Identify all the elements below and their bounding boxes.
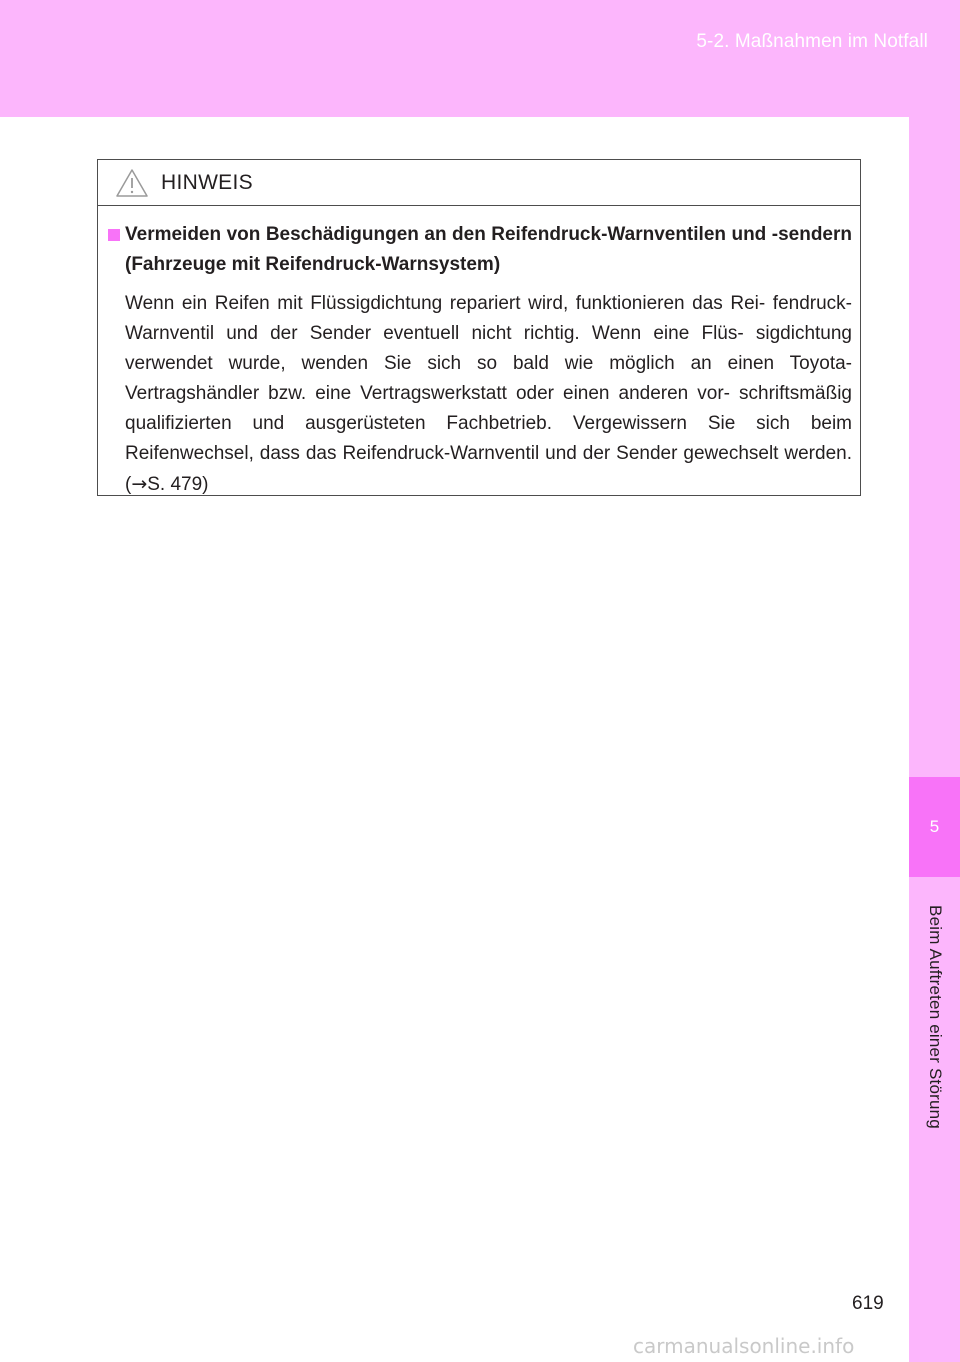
notice-box bbox=[97, 159, 861, 496]
page-number: 619 bbox=[852, 1293, 884, 1314]
page-reference: S. 479) bbox=[147, 474, 209, 495]
reference-arrow: → bbox=[131, 473, 148, 495]
notice-body-text: Wenn ein Reifen mit Flüssigdichtung repariert wird, funktionieren das Rei- fendruck-Warnventil und der Sender eventuell nicht richtig. Wenn eine Flüs- sigdichtung verwendet wurde, wenden Sie sich so bald wie möglich an einen Toyota-Vertragshändler bzw. eine Vertragswerkstatt oder einen anderen vor- schriftsmäßig qualifizierten und ausgerüsteten Fachbetrieb. Vergewissern Sie sich beim Reifenwechsel, dass das Reifendruck-Warnventil und der Sender gewechselt werden. ( bbox=[125, 293, 852, 495]
chapter-label: Beim Auftreten einer Störung bbox=[925, 905, 945, 1129]
notice-paragraph bbox=[108, 289, 852, 500]
section-title: 5-2. Maßnahmen im Notfall bbox=[696, 31, 928, 52]
notice-subheading-block bbox=[108, 220, 852, 280]
page-header bbox=[0, 0, 960, 117]
square-bullet-icon bbox=[108, 229, 120, 241]
notice-body bbox=[98, 206, 860, 500]
notice-title: HINWEIS bbox=[161, 170, 253, 194]
notice-subheading: Vermeiden von Beschädigungen an den Reifendruck-Warnventilen und -sendern (Fahrzeuge mit Reifendruck-Warnsystem) bbox=[125, 224, 852, 275]
chapter-side-tab bbox=[909, 117, 960, 1362]
notice-header bbox=[98, 160, 860, 206]
chapter-number: 5 bbox=[909, 777, 960, 877]
chapter-label-container bbox=[909, 882, 960, 1152]
watermark: carmanualsonline.info bbox=[633, 1334, 855, 1358]
warning-triangle-icon bbox=[115, 168, 149, 198]
